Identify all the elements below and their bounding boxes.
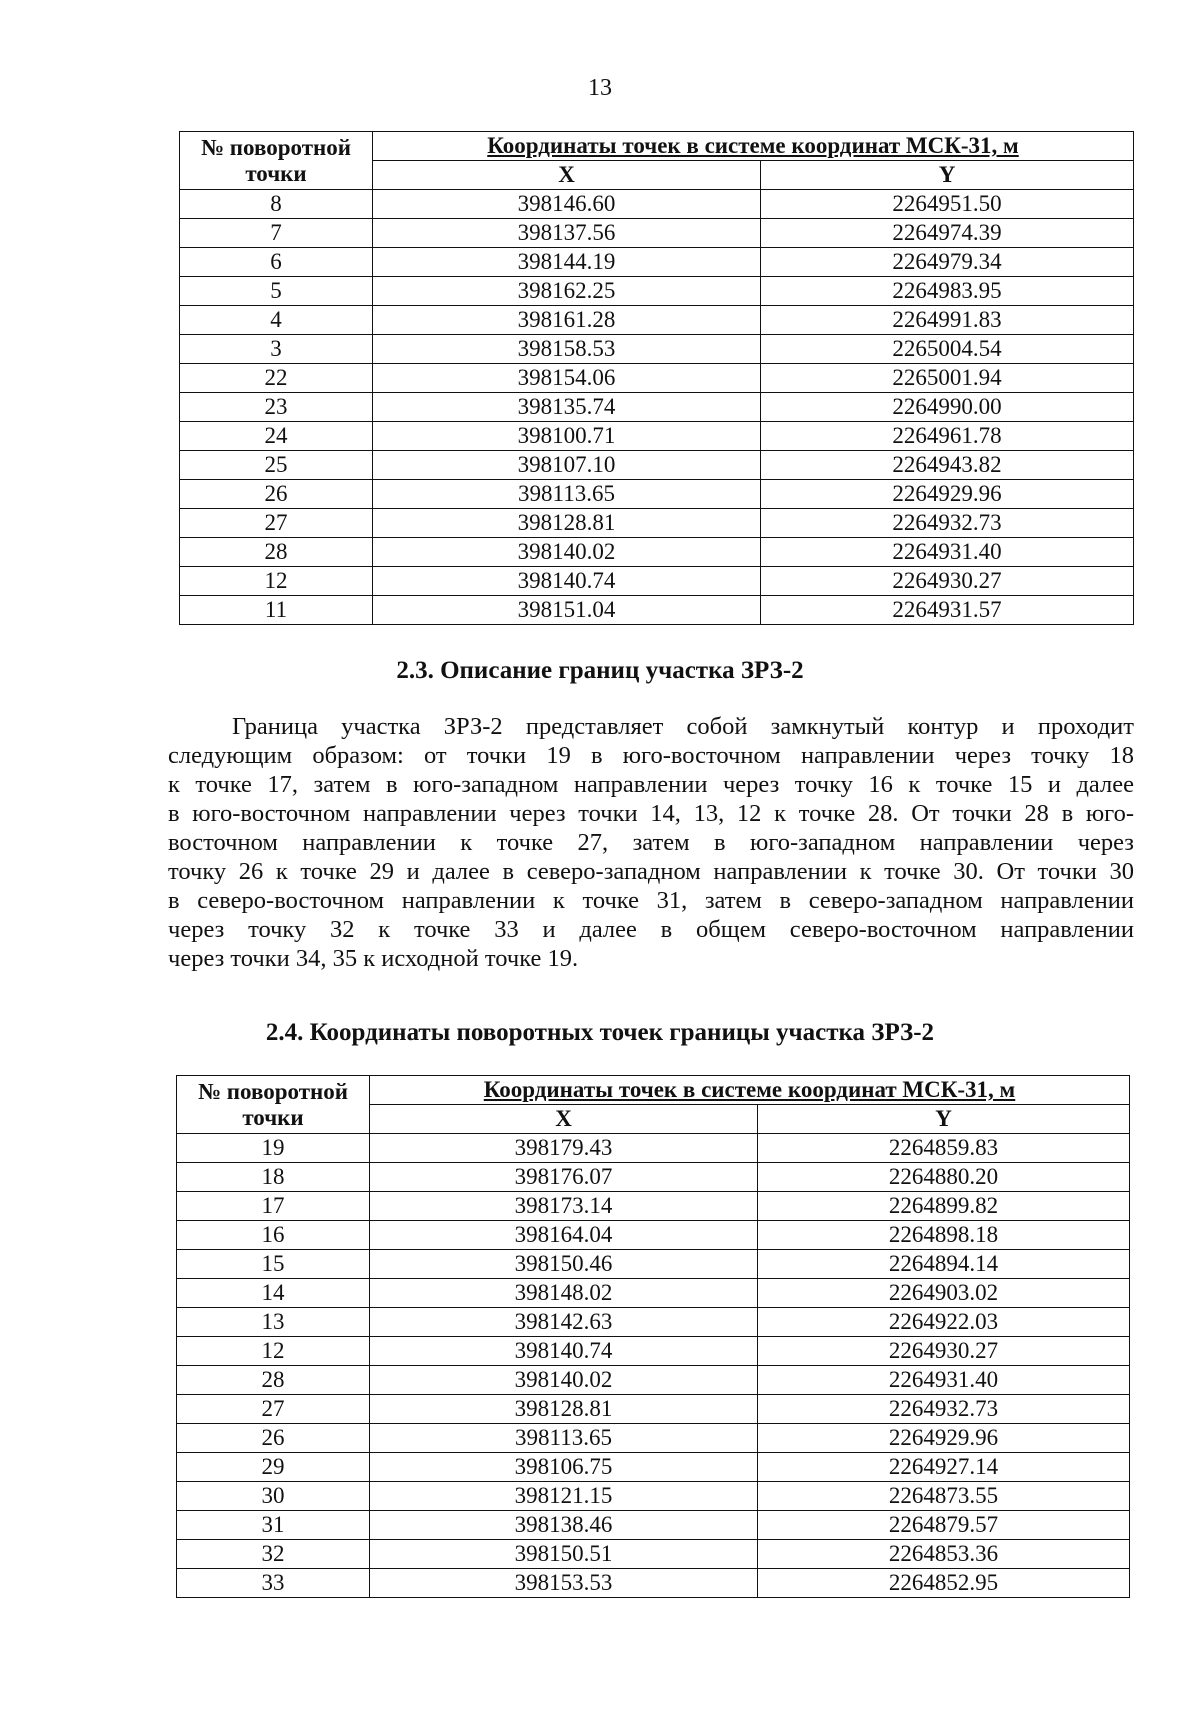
point-number-cell: 29: [177, 1453, 370, 1482]
point-number-cell: 16: [177, 1221, 370, 1250]
y-coordinate-cell: 2264932.73: [758, 1395, 1130, 1424]
x-coordinate-cell: 398162.25: [373, 277, 761, 306]
y-coordinate-cell: 2264853.36: [758, 1540, 1130, 1569]
paragraph-line: следующим образом: от точки 19 в юго-восточном направлении через точку 18: [168, 742, 1134, 769]
table-row: [177, 1337, 1130, 1366]
paragraph-line: восточном направлении к точке 27, затем в юго-западном направлении через: [168, 829, 1134, 856]
table-row: [180, 364, 1134, 393]
coordinates-table-1: [179, 131, 1134, 625]
x-coordinate-cell: 398150.46: [370, 1250, 758, 1279]
table-row: [180, 306, 1134, 335]
table-row: [177, 1134, 1130, 1163]
point-number-cell: 28: [180, 538, 373, 567]
x-coordinate-cell: 398153.53: [370, 1569, 758, 1598]
point-number-cell: 12: [177, 1337, 370, 1366]
y-coordinate-cell: 2264931.40: [761, 538, 1134, 567]
point-number-cell: 17: [177, 1192, 370, 1221]
y-coordinate-cell: 2264931.57: [761, 596, 1134, 625]
paragraph-line: Граница участка ЗРЗ-2 представляет собой замкнутый контур и проходит: [232, 713, 1134, 740]
x-coordinate-cell: 398161.28: [373, 306, 761, 335]
x-coordinate-cell: 398135.74: [373, 393, 761, 422]
y-coordinate-cell: 2264974.39: [761, 219, 1134, 248]
point-number-cell: 14: [177, 1279, 370, 1308]
table-1-body: [180, 190, 1134, 625]
x-coordinate-cell: 398113.65: [373, 480, 761, 509]
table-row: [177, 1511, 1130, 1540]
x-coordinate-cell: 398113.65: [370, 1424, 758, 1453]
y-coordinate-cell: 2264922.03: [758, 1308, 1130, 1337]
y-coordinate-cell: 2264903.02: [758, 1279, 1130, 1308]
header-y: Y: [761, 161, 1134, 190]
x-coordinate-cell: 398107.10: [373, 451, 761, 480]
y-coordinate-cell: 2264932.73: [761, 509, 1134, 538]
point-number-cell: 28: [177, 1366, 370, 1395]
point-number-cell: 22: [180, 364, 373, 393]
y-coordinate-cell: 2264899.82: [758, 1192, 1130, 1221]
point-number-cell: 24: [180, 422, 373, 451]
header-coordinates: Координаты точек в системе координат МСК-31, м: [373, 132, 1134, 161]
table-row: [180, 480, 1134, 509]
y-coordinate-cell: 2264930.27: [761, 567, 1134, 596]
y-coordinate-cell: 2264873.55: [758, 1482, 1130, 1511]
point-number-cell: 27: [180, 509, 373, 538]
x-coordinate-cell: 398151.04: [373, 596, 761, 625]
table-row: [180, 190, 1134, 219]
y-coordinate-cell: 2265001.94: [761, 364, 1134, 393]
page-number: 13: [588, 75, 612, 101]
point-number-cell: 33: [177, 1569, 370, 1598]
x-coordinate-cell: 398142.63: [370, 1308, 758, 1337]
x-coordinate-cell: 398140.74: [373, 567, 761, 596]
table-row: [180, 538, 1134, 567]
section-title-2-3: 2.3. Описание границ участка ЗРЗ-2: [396, 657, 804, 684]
table-row: [177, 1453, 1130, 1482]
point-number-cell: 8: [180, 190, 373, 219]
y-coordinate-cell: 2264880.20: [758, 1163, 1130, 1192]
x-coordinate-cell: 398179.43: [370, 1134, 758, 1163]
point-number-cell: 23: [180, 393, 373, 422]
x-coordinate-cell: 398128.81: [373, 509, 761, 538]
y-coordinate-cell: 2264931.40: [758, 1366, 1130, 1395]
point-number-cell: 3: [180, 335, 373, 364]
point-number-cell: 26: [177, 1424, 370, 1453]
table-row: [177, 1192, 1130, 1221]
point-number-cell: 15: [177, 1250, 370, 1279]
table-row: [180, 567, 1134, 596]
table-row: [177, 1424, 1130, 1453]
table-row: [180, 451, 1134, 480]
y-coordinate-cell: 2264929.96: [758, 1424, 1130, 1453]
x-coordinate-cell: 398150.51: [370, 1540, 758, 1569]
point-number-cell: 30: [177, 1482, 370, 1511]
point-number-cell: 13: [177, 1308, 370, 1337]
y-coordinate-cell: 2264898.18: [758, 1221, 1130, 1250]
table-row: [177, 1279, 1130, 1308]
paragraph-line: через точки 34, 35 к исходной точке 19.: [168, 945, 579, 972]
table-row: [180, 248, 1134, 277]
y-coordinate-cell: 2264852.95: [758, 1569, 1130, 1598]
y-coordinate-cell: 2264943.82: [761, 451, 1134, 480]
paragraph-line: точку 26 к точке 29 и далее в северо-западном направлении к точке 30. От точки 30: [168, 858, 1134, 885]
point-number-cell: 7: [180, 219, 373, 248]
header-point-number: № поворотной точки: [177, 1076, 370, 1134]
point-number-cell: 18: [177, 1163, 370, 1192]
x-coordinate-cell: 398140.02: [373, 538, 761, 567]
table-row: [177, 1540, 1130, 1569]
y-coordinate-cell: 2264951.50: [761, 190, 1134, 219]
x-coordinate-cell: 398154.06: [373, 364, 761, 393]
point-number-cell: 4: [180, 306, 373, 335]
x-coordinate-cell: 398144.19: [373, 248, 761, 277]
boundary-description: [168, 712, 1134, 973]
coordinates-table-2: [176, 1075, 1130, 1598]
section-title-2-4: 2.4. Координаты поворотных точек границы участка ЗРЗ-2: [265, 1019, 935, 1046]
point-number-cell: 12: [180, 567, 373, 596]
table-row: [180, 335, 1134, 364]
y-coordinate-cell: 2264927.14: [758, 1453, 1130, 1482]
table-row: [177, 1366, 1130, 1395]
table-row: [177, 1250, 1130, 1279]
table-row: [180, 277, 1134, 306]
point-number-cell: 25: [180, 451, 373, 480]
table-row: [177, 1482, 1130, 1511]
table-row: [177, 1163, 1130, 1192]
table-row: [180, 422, 1134, 451]
x-coordinate-cell: 398164.04: [370, 1221, 758, 1250]
table-row: [177, 1221, 1130, 1250]
x-coordinate-cell: 398121.15: [370, 1482, 758, 1511]
y-coordinate-cell: 2264859.83: [758, 1134, 1130, 1163]
point-number-cell: 26: [180, 480, 373, 509]
paragraph-line: через точку 32 к точке 33 и далее в общем северо-восточном направлении: [168, 916, 1134, 943]
table-row: [180, 596, 1134, 625]
paragraph-line: в юго-восточном направлении через точки 14, 13, 12 к точке 28. От точки 28 в юго-: [168, 800, 1134, 827]
y-coordinate-cell: 2264894.14: [758, 1250, 1130, 1279]
y-coordinate-cell: 2264930.27: [758, 1337, 1130, 1366]
x-coordinate-cell: 398106.75: [370, 1453, 758, 1482]
y-coordinate-cell: 2264991.83: [761, 306, 1134, 335]
x-coordinate-cell: 398100.71: [373, 422, 761, 451]
table-row: [177, 1395, 1130, 1424]
y-coordinate-cell: 2265004.54: [761, 335, 1134, 364]
point-number-cell: 19: [177, 1134, 370, 1163]
point-number-cell: 32: [177, 1540, 370, 1569]
point-number-cell: 5: [180, 277, 373, 306]
y-coordinate-cell: 2264990.00: [761, 393, 1134, 422]
table-row: [177, 1569, 1130, 1598]
x-coordinate-cell: 398138.46: [370, 1511, 758, 1540]
x-coordinate-cell: 398176.07: [370, 1163, 758, 1192]
table-2-body: [177, 1134, 1130, 1598]
y-coordinate-cell: 2264929.96: [761, 480, 1134, 509]
table-row: [180, 509, 1134, 538]
x-coordinate-cell: 398140.02: [370, 1366, 758, 1395]
x-coordinate-cell: 398128.81: [370, 1395, 758, 1424]
table-row: [177, 1308, 1130, 1337]
point-number-cell: 11: [180, 596, 373, 625]
header-x: X: [373, 161, 761, 190]
point-number-cell: 31: [177, 1511, 370, 1540]
x-coordinate-cell: 398140.74: [370, 1337, 758, 1366]
x-coordinate-cell: 398148.02: [370, 1279, 758, 1308]
header-y: Y: [758, 1105, 1130, 1134]
y-coordinate-cell: 2264979.34: [761, 248, 1134, 277]
header-x: X: [370, 1105, 758, 1134]
point-number-cell: 27: [177, 1395, 370, 1424]
point-number-cell: 6: [180, 248, 373, 277]
y-coordinate-cell: 2264983.95: [761, 277, 1134, 306]
table-row: [180, 393, 1134, 422]
paragraph-line: в северо-восточном направлении к точке 31, затем в северо-западном направлении: [168, 887, 1134, 914]
y-coordinate-cell: 2264879.57: [758, 1511, 1130, 1540]
y-coordinate-cell: 2264961.78: [761, 422, 1134, 451]
paragraph-line: к точке 17, затем в юго-западном направлении через точку 16 к точке 15 и далее: [168, 771, 1134, 798]
x-coordinate-cell: 398146.60: [373, 190, 761, 219]
header-coordinates: Координаты точек в системе координат МСК-31, м: [370, 1076, 1130, 1105]
x-coordinate-cell: 398173.14: [370, 1192, 758, 1221]
x-coordinate-cell: 398137.56: [373, 219, 761, 248]
header-point-number: № поворотной точки: [180, 132, 373, 190]
table-row: [180, 219, 1134, 248]
x-coordinate-cell: 398158.53: [373, 335, 761, 364]
